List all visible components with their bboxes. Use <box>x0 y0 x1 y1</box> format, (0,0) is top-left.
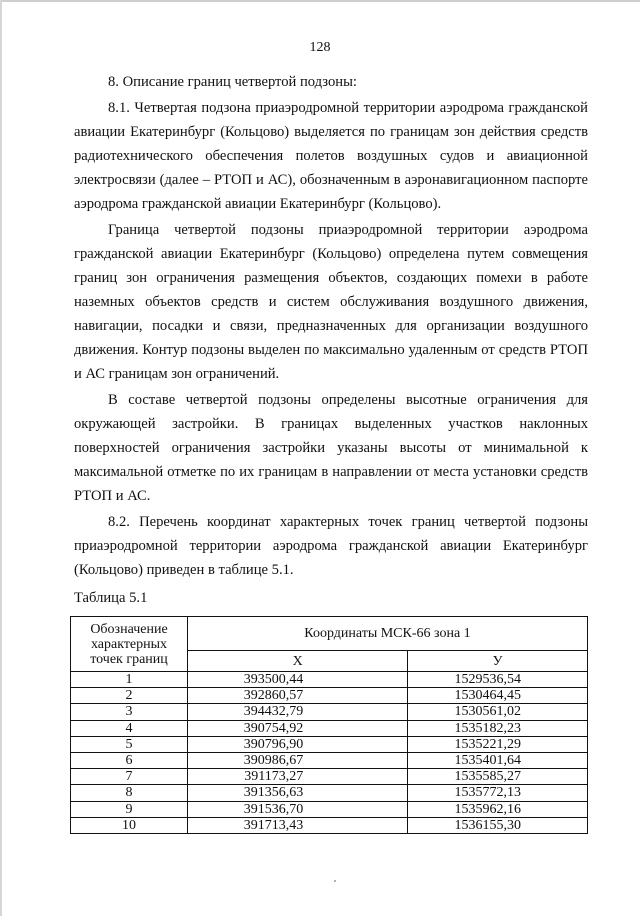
paragraph-8-2: 8.2. Перечень координат характерных точек границ четвертой подзоны приаэродромной территории аэродрома гражданской авиации Екатеринбург (Кольцово) приведен в таблице 5.1. <box>74 514 588 578</box>
coord-x-cell: 393500,44 <box>188 672 408 688</box>
point-number-cell: 9 <box>71 801 188 817</box>
paragraph-height-limits: В составе четвертой подзоны определены высотные ограничения для окружающей застройки. В границах выделенных участков наклонных поверхностей ограничения застройки указаны высоты от минимальной к максимальной отметке по их границам в направлении от места установки средств РТОП и АС. <box>74 392 588 504</box>
table-row <box>71 769 588 785</box>
coord-x-cell: 391173,27 <box>188 769 408 785</box>
table-caption: Таблица 5.1 <box>74 590 148 606</box>
point-number-cell: 4 <box>71 720 188 736</box>
point-number-cell: 2 <box>71 688 188 704</box>
coord-x-cell: 391536,70 <box>188 801 408 817</box>
coord-x-cell: 390986,67 <box>188 752 408 768</box>
table-row <box>71 704 588 720</box>
point-number-cell: 7 <box>71 769 188 785</box>
table-row <box>71 785 588 801</box>
page-edge-top <box>0 0 640 2</box>
page-edge-left <box>0 0 2 916</box>
scan-speck <box>334 880 336 882</box>
coord-x-cell: 391356,63 <box>188 785 408 801</box>
point-number-cell: 6 <box>71 752 188 768</box>
table-body <box>71 672 588 834</box>
page-number: 128 <box>309 40 331 55</box>
coord-y-cell: 1530464,45 <box>408 688 588 704</box>
coord-y-cell: 1529536,54 <box>408 672 588 688</box>
coord-y-cell: 1535221,29 <box>408 736 588 752</box>
column-header-point: Обозначение характерных точек границ <box>71 617 188 672</box>
paragraph-boundary: Граница четвертой подзоны приаэродромной территории аэродрома гражданской авиации Екатеринбург (Кольцово) определена путем совмещения границ зон ограничения размещения объектов, создающих помехи в работе наземных объектов средств и систем обслуживания воздушного движения, навигации, посадки и связи, предназначенных для организации воздушного движения. Контур подзоны выделен по максимально удаленным от средств РТОП и АС границам зон ограничений. <box>74 222 588 382</box>
table-row <box>71 672 588 688</box>
coord-x-cell: 392860,57 <box>188 688 408 704</box>
coord-y-cell: 1535585,27 <box>408 769 588 785</box>
coord-y-cell: 1535772,13 <box>408 785 588 801</box>
coord-x-cell: 390796,90 <box>188 736 408 752</box>
table-row <box>71 688 588 704</box>
point-number-cell: 1 <box>71 672 188 688</box>
coord-y-cell: 1535182,23 <box>408 720 588 736</box>
coord-y-cell: 1535401,64 <box>408 752 588 768</box>
point-number-cell: 8 <box>71 785 188 801</box>
table-row <box>71 801 588 817</box>
section-heading: 8. Описание границ четвертой подзоны: <box>108 74 357 90</box>
coord-y-cell: 1536155,30 <box>408 817 588 833</box>
coord-x-cell: 394432,79 <box>188 704 408 720</box>
table-row <box>71 752 588 768</box>
point-number-cell: 5 <box>71 736 188 752</box>
point-number-cell: 10 <box>71 817 188 833</box>
column-header-coordinates: Координаты МСК-66 зона 1 <box>188 617 588 651</box>
paragraph-8-1: 8.1. Четвертая подзона приаэродромной территории аэродрома гражданской авиации Екатеринбург (Кольцово) выделяется по границам зон действия средств радиотехнического обеспечения полетов воздушных судов и авиационной электросвязи (далее – РТОП и АС), обозначенным в аэронавигационном паспорте аэродрома гражданской авиации Екатеринбург (Кольцово). <box>74 100 588 212</box>
coordinates-table <box>70 616 588 834</box>
coord-y-cell: 1535962,16 <box>408 801 588 817</box>
document-body <box>74 70 588 834</box>
point-number-cell: 3 <box>71 704 188 720</box>
coord-x-cell: 391713,43 <box>188 817 408 833</box>
coord-x-cell: 390754,92 <box>188 720 408 736</box>
column-header-x: Х <box>188 651 408 672</box>
table-row <box>71 817 588 833</box>
table-row <box>71 736 588 752</box>
coord-y-cell: 1530561,02 <box>408 704 588 720</box>
column-header-y: У <box>408 651 588 672</box>
table-row <box>71 720 588 736</box>
